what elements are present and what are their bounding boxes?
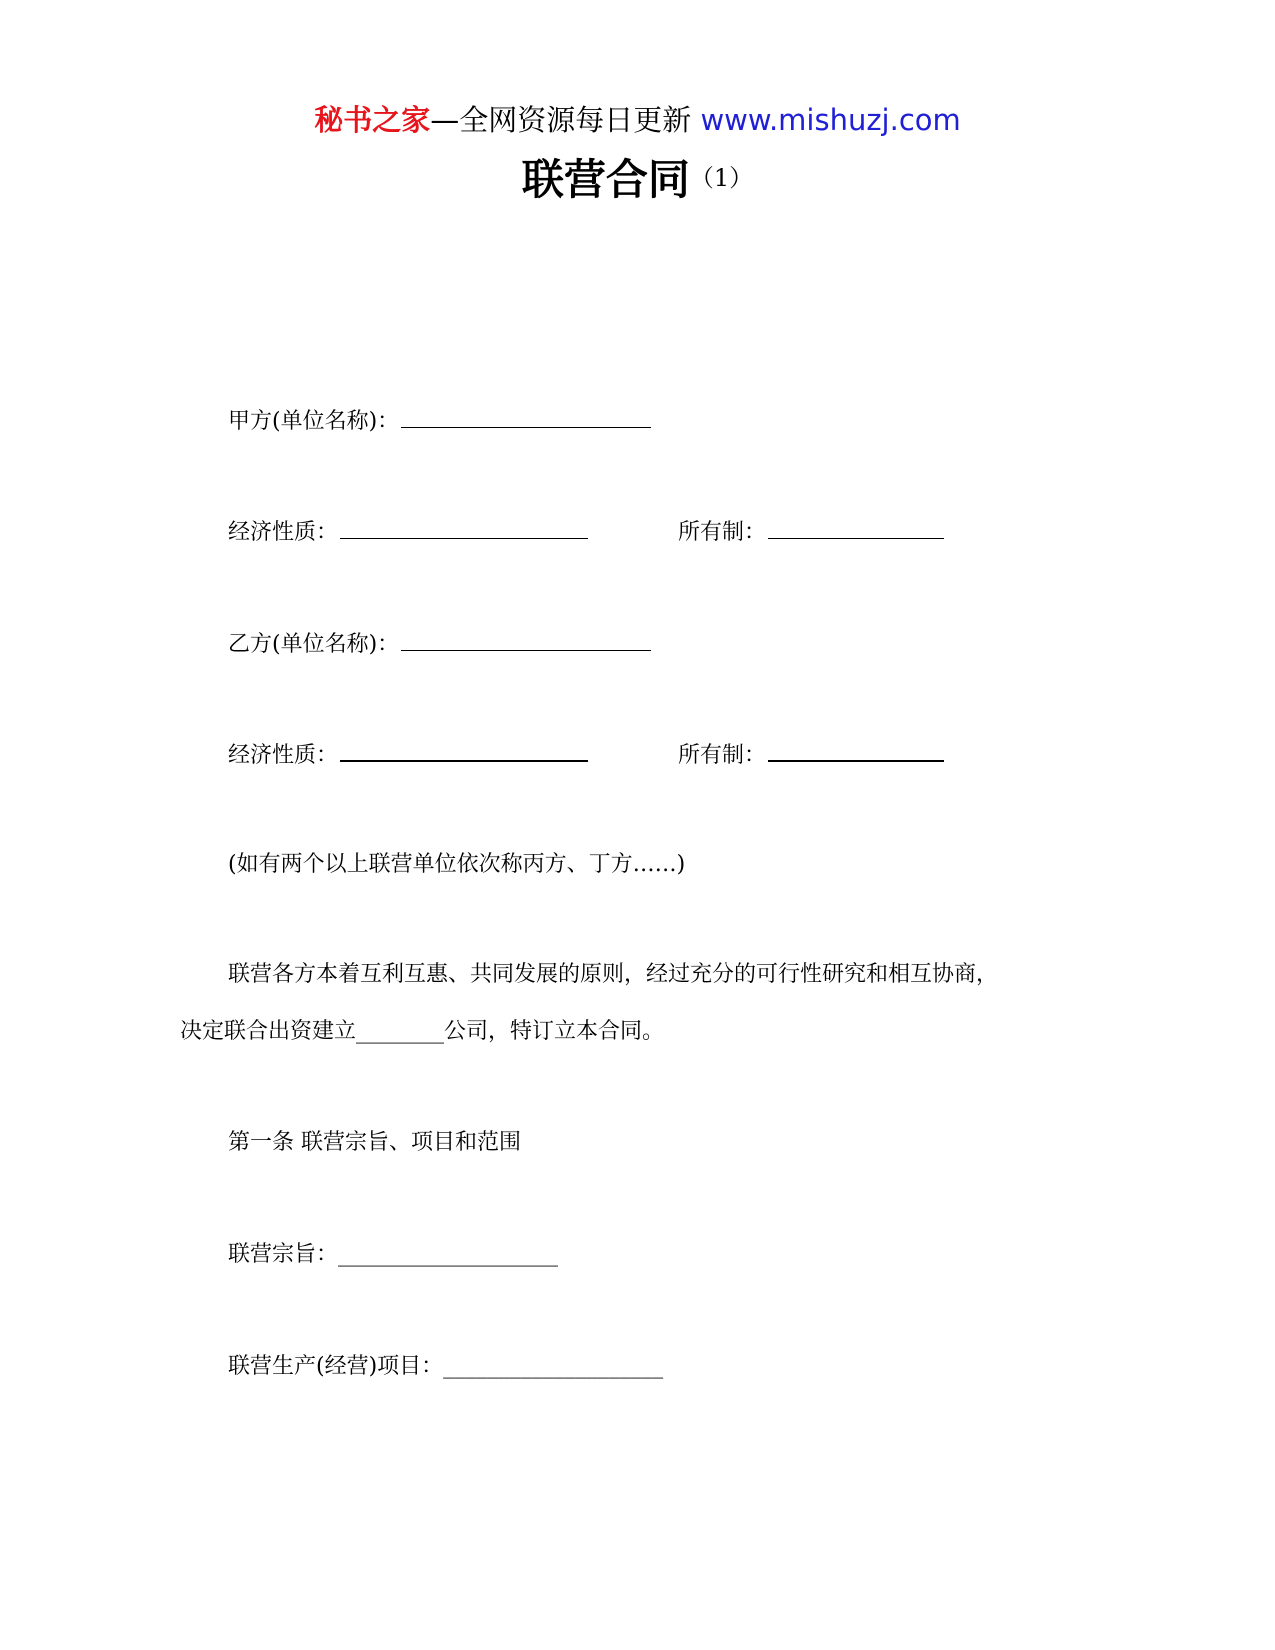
purpose-label: 联营宗旨： <box>228 1242 339 1267</box>
party-b-ownership-label: 所有制： <box>678 743 767 768</box>
site-url-link[interactable]: www.mishuzj.com <box>700 103 961 137</box>
party-a-ownership-line <box>678 516 944 548</box>
party-b-name-line <box>228 628 651 660</box>
party-a-ownership-field[interactable] <box>768 516 944 539</box>
party-a-ownership-label: 所有制： <box>678 520 767 545</box>
purpose-line <box>228 1240 558 1270</box>
header-tagline: —全网资源每日更新 <box>430 103 692 137</box>
project-blank[interactable]: ____________________ <box>443 1354 664 1379</box>
party-a-name-label: 甲方(单位名称)： <box>228 409 400 434</box>
party-a-name-line <box>228 405 651 437</box>
party-b-name-label: 乙方(单位名称)： <box>228 632 400 657</box>
title-main: 联营合同 <box>521 155 690 204</box>
additional-parties-note: (如有两个以上联营单位依次称丙方、丁方……) <box>228 852 686 877</box>
preamble-line-2 <box>180 1017 664 1047</box>
party-b-name-field[interactable] <box>401 628 651 651</box>
article-1-heading: 第一条 联营宗旨、项目和范围 <box>228 1130 521 1155</box>
preamble-line-2-start: 决定联合出资建立 <box>180 1019 357 1044</box>
project-label: 联营生产(经营)项目： <box>228 1354 444 1379</box>
party-b-nature-label: 经济性质： <box>228 743 339 768</box>
party-b-nature-line <box>228 738 588 771</box>
preamble-line-2-end: 公司，特订立本合同。 <box>444 1019 665 1044</box>
preamble-line-1: 联营各方本着互利互惠、共同发展的原则，经过充分的可行性研究和相互协商， <box>228 962 999 987</box>
party-a-nature-line <box>228 516 588 548</box>
party-b-nature-field[interactable] <box>340 738 588 762</box>
site-header <box>0 100 1275 140</box>
project-line <box>228 1352 663 1382</box>
company-name-blank[interactable]: ________ <box>356 1019 445 1044</box>
party-b-ownership-line <box>678 738 944 771</box>
party-b-ownership-field[interactable] <box>768 738 944 762</box>
purpose-blank[interactable]: ____________________ <box>338 1242 559 1267</box>
party-a-name-field[interactable] <box>401 405 651 428</box>
document-title <box>0 150 1275 208</box>
title-suffix: （1） <box>689 164 754 192</box>
brand-name: 秘书之家 <box>314 103 431 137</box>
party-a-nature-label: 经济性质： <box>228 520 339 545</box>
party-a-nature-field[interactable] <box>340 516 588 539</box>
